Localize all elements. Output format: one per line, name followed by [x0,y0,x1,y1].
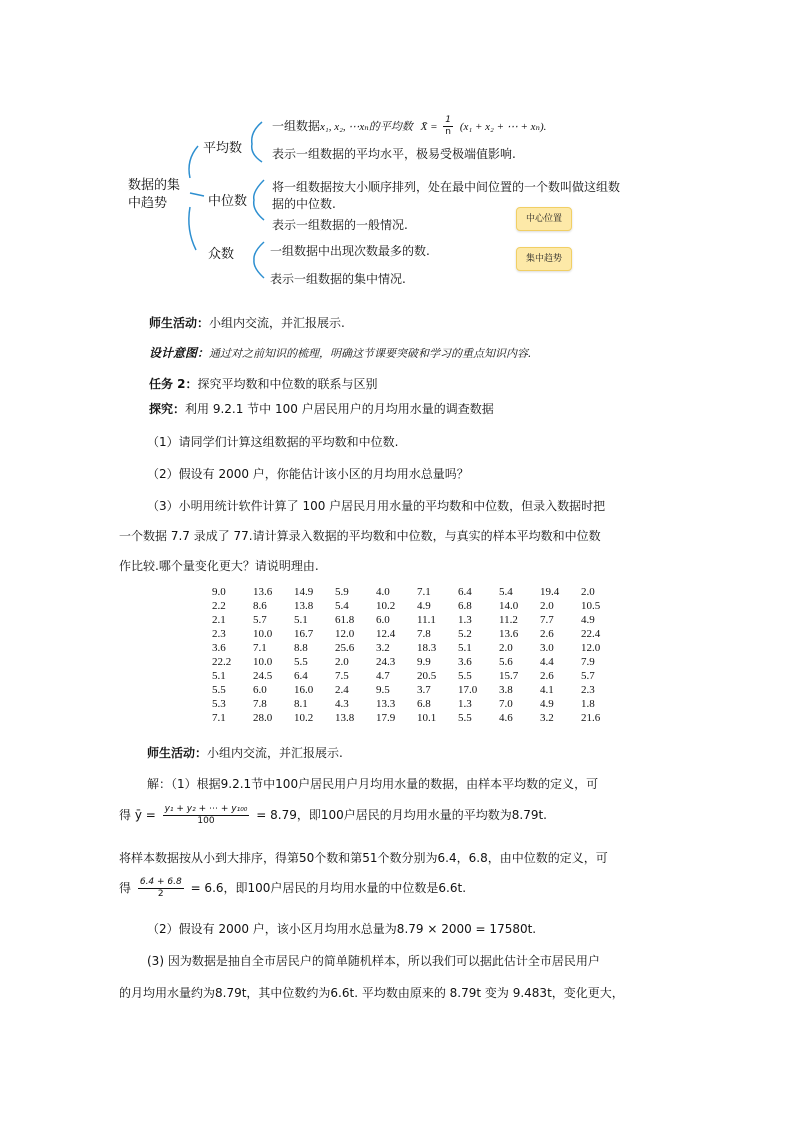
water-usage-table [212,585,622,725]
table-cell: 6.0 [376,614,390,626]
table-cell: 3.2 [540,712,554,724]
branch-mean: 平均数 [203,141,243,156]
table-cell: 9.0 [212,586,226,598]
table-cell: 13.8 [335,712,355,724]
mindmap-root-line1: 数据的集 [128,178,181,193]
table-cell: 4.7 [376,670,390,682]
table-cell: 6.8 [458,600,472,612]
table-cell: 13.3 [376,698,396,710]
question-2: （2）假设有 2000 户，你能估计该小区的月均用水总量吗？ [147,467,469,481]
median-fraction: $\frac{6.4 + 6.8}{2}$ [139,877,182,899]
question-1: （1）请同学们计算这组数据的平均数和中位数. [147,435,399,449]
table-cell: 8.6 [253,600,267,612]
table-cell: 16.7 [294,628,314,640]
table-cell: 17.9 [376,712,396,724]
table-cell: 2.3 [212,628,226,640]
table-cell: 3.2 [376,642,390,654]
solution-line5: （2）假设有 2000 户，该小区月均用水总量为8.79 × 2000 = 17580t. [147,922,537,936]
table-cell: 2.0 [540,600,554,612]
table-cell: 28.0 [253,712,273,724]
table-cell: 3.6 [212,642,226,654]
table-cell: 12.0 [581,642,601,654]
table-cell: 5.1 [294,614,308,626]
table-cell: 2.6 [540,628,554,640]
table-cell: 2.0 [335,656,349,668]
table-cell: 2.2 [212,600,226,612]
table-cell: 14.9 [294,586,314,598]
table-cell: 1.8 [581,698,595,710]
table-cell: 22.2 [212,656,232,668]
solution-line1: 解：（1）根据9.2.1节中100户居民用户月均用水量的数据，由样本平均数的定义，可 [147,777,599,791]
table-cell: 1.3 [458,614,472,626]
table-row [212,627,622,641]
table-cell: 12.0 [335,628,355,640]
table-row [212,669,622,683]
table-cell: 5.9 [335,586,349,598]
table-cell: 5.5 [458,712,472,724]
table-cell: 2.6 [540,670,554,682]
table-cell: 10.5 [581,600,601,612]
table-cell: 4.9 [540,698,554,710]
solution-line3: 将样本数据按从小到大排序，得第50个数和第51个数分别为6.4，6.8，由中位数的定义，可 [119,851,608,865]
branch-median: 中位数 [208,194,248,209]
table-cell: 7.1 [253,642,267,654]
table-cell: 6.4 [294,670,308,682]
table-cell: 3.7 [417,684,431,696]
table-row [212,711,622,725]
solution-line7: 的月均用水量约为8.79t，其中位数约为6.6t. 平均数由原来的 8.79t 变为 9.483t，变化更大， [119,986,624,1000]
branch-mode: 众数 [208,247,235,262]
mean-description: 表示一组数据的平均水平，极易受极端值影响. [272,147,516,161]
table-cell: 1.3 [458,698,472,710]
table-cell: 10.0 [253,628,273,640]
table-cell: 4.6 [499,712,513,724]
table-row [212,599,622,613]
table-cell: 10.1 [417,712,437,724]
table-row [212,683,622,697]
table-cell: 4.9 [581,614,595,626]
table-cell: 13.8 [294,600,314,612]
table-cell: 7.0 [499,698,513,710]
table-cell: 2.1 [212,614,226,626]
table-cell: 6.8 [417,698,431,710]
table-cell: 13.6 [499,628,519,640]
table-cell: 5.1 [458,642,472,654]
table-cell: 9.9 [417,656,431,668]
table-cell: 16.0 [294,684,314,696]
solution-mean-formula: 得 ȳ = $\frac{\text{y₁ + y₂ + ⋯ + y₁₀₀}}{100}$ = 8.79，即100户居民的月均用水量的平均数为8.79t. [119,804,547,826]
table-row [212,641,622,655]
mean-definition: 一组数据x₁, x₂, ⋯xₙ的平均数 X̄ = $\frac{1}{n}$ (x₁ + x₂ + ⋯ + xₙ). [272,115,547,137]
activity-2: 师生活动：小组内交流，并汇报展示. [147,746,343,760]
table-cell: 3.0 [540,642,554,654]
table-cell: 7.9 [581,656,595,668]
table-cell: 5.2 [458,628,472,640]
table-cell: 2.0 [499,642,513,654]
table-cell: 4.1 [540,684,554,696]
table-cell: 11.2 [499,614,518,626]
design-intent: 设计意图：通过对之前知识的梳理，明确这节课要突破和学习的重点知识内容. [149,346,532,360]
table-cell: 18.3 [417,642,437,654]
table-cell: 19.4 [540,586,560,598]
table-cell: 5.7 [581,670,595,682]
table-row [212,613,622,627]
mindmap-root-line2: 中趋势 [128,196,168,211]
table-cell: 5.3 [212,698,226,710]
table-cell: 3.6 [458,656,472,668]
question-3-line3: 作比较.哪个量变化更大？请说明理由. [119,559,319,573]
table-cell: 12.4 [376,628,396,640]
table-cell: 5.7 [253,614,267,626]
table-cell: 4.3 [335,698,349,710]
badge-central-tendency: 集中趋势 [516,247,572,271]
table-cell: 20.5 [417,670,437,682]
table-cell: 5.6 [499,656,513,668]
table-cell: 7.5 [335,670,349,682]
question-3-line2: 一个数据 7.7 录成了 77.请计算录入数据的平均数和中位数，与真实的样本平均数和中位数 [119,529,601,543]
table-cell: 25.6 [335,642,355,654]
median-description: 表示一组数据的一般情况. [272,218,408,232]
table-cell: 5.5 [458,670,472,682]
explore: 探究：利用 9.2.1 节中 100 户居民用户的月均用水量的调查数据 [149,402,494,416]
table-cell: 5.1 [212,670,226,682]
mean-fraction: $\frac{1}{n}$ [445,115,451,137]
table-cell: 22.4 [581,628,601,640]
table-cell: 4.9 [417,600,431,612]
table-cell: 6.0 [253,684,267,696]
table-cell: 8.8 [294,642,308,654]
table-cell: 7.8 [417,628,431,640]
table-cell: 7.1 [417,586,431,598]
table-cell: 7.8 [253,698,267,710]
table-cell: 5.5 [212,684,226,696]
table-cell: 5.4 [335,600,349,612]
table-cell: 4.0 [376,586,390,598]
table-row [212,585,622,599]
table-cell: 10.0 [253,656,273,668]
table-cell: 6.4 [458,586,472,598]
table-cell: 5.5 [294,656,308,668]
table-cell: 11.1 [417,614,436,626]
table-cell: 61.8 [335,614,355,626]
table-row [212,655,622,669]
table-cell: 24.5 [253,670,273,682]
table-row [212,697,622,711]
table-cell: 14.0 [499,600,519,612]
median-definition-2: 据的中位数. [272,197,336,211]
activity-1: 师生活动：小组内交流，并汇报展示. [149,316,345,330]
table-cell: 10.2 [376,600,396,612]
table-cell: 21.6 [581,712,601,724]
badge-central-position: 中心位置 [516,207,572,231]
mean-sample-fraction: $\frac{\text{y₁ + y₂ + ⋯ + y₁₀₀}}{100}$ [164,804,248,826]
table-cell: 5.4 [499,586,513,598]
table-cell: 13.6 [253,586,273,598]
table-cell: 3.8 [499,684,513,696]
task-2: 任务 2：探究平均数和中位数的联系与区别 [149,377,378,391]
table-cell: 10.2 [294,712,314,724]
mode-description: 表示一组数据的集中情况. [270,272,406,286]
table-cell: 2.0 [581,586,595,598]
mode-definition: 一组数据中出现次数最多的数. [270,244,430,258]
solution-line6: (3) 因为数据是抽自全市居民户的简单随机样本，所以我们可以据此估计全市居民用户 [147,954,600,968]
table-cell: 2.4 [335,684,349,696]
table-cell: 7.1 [212,712,226,724]
question-3-line1: （3）小明用统计软件计算了 100 户居民月用水量的平均数和中位数，但录入数据时把 [147,499,606,513]
table-cell: 24.3 [376,656,396,668]
table-cell: 17.0 [458,684,478,696]
table-cell: 15.7 [499,670,519,682]
median-definition-1: 将一组数据按大小顺序排列，处在最中间位置的一个数叫做这组数 [272,180,621,194]
table-cell: 8.1 [294,698,308,710]
solution-median-formula: 得 $\frac{6.4 + 6.8}{2}$ = 6.6，即100户居民的月均用水量的中位数是6.6t. [119,877,467,899]
table-cell: 7.7 [540,614,554,626]
table-cell: 9.5 [376,684,390,696]
table-cell: 4.4 [540,656,554,668]
table-cell: 2.3 [581,684,595,696]
